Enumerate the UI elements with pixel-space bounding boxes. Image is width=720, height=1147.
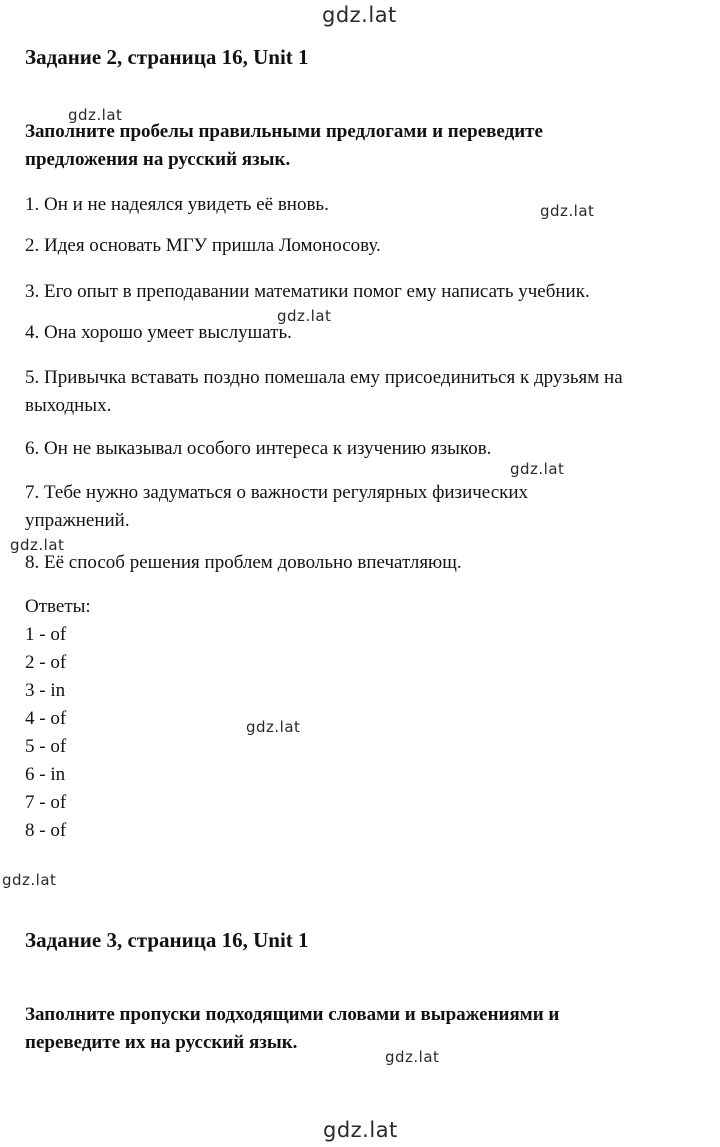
task3-instruction-line: Заполните пропуски подходящими словами и выражениями и: [25, 1004, 560, 1025]
answer-3: 3 - in: [25, 680, 66, 701]
task3-instruction-line: переведите их на русский язык.: [25, 1032, 298, 1053]
sentence-8: 8. Её способ решения проблем довольно впечатляющ.: [25, 552, 462, 573]
sentence-1: 1. Он и не надеялся увидеть её вновь.: [25, 194, 329, 215]
sentence-3: 3. Его опыт в преподавании математики помог ему написать учебник.: [25, 281, 590, 302]
task2-instruction-line: Заполните пробелы правильными предлогами и переведите: [25, 121, 543, 142]
watermark: gdz.lat: [540, 202, 595, 220]
watermark: gdz.lat: [385, 1048, 440, 1066]
task2-instruction-line: предложения на русский язык.: [25, 149, 291, 170]
answer-2: 2 - of: [25, 652, 67, 673]
sentence-4: 4. Она хорошо умеет выслушать.: [25, 322, 292, 343]
task3-heading: Задание 3, страница 16, Unit 1: [25, 928, 309, 952]
task3-instruction: [25, 1001, 685, 1057]
watermark: gdz.lat: [510, 460, 565, 478]
answer-1: 1 - of: [25, 624, 67, 645]
sentence-6: 6. Он не выказывал особого интереса к изучению языков.: [25, 438, 492, 459]
task2-instruction: [25, 118, 685, 174]
sentence-5-line: 5. Привычка вставать поздно помешала ему присоединиться к друзьям на: [25, 367, 623, 388]
answers-title: Ответы:: [25, 596, 91, 617]
answer-4: 4 - of: [25, 708, 67, 729]
watermark: gdz.lat: [10, 536, 65, 554]
sentence-7-line: упражнений.: [25, 510, 130, 531]
answer-5: 5 - of: [25, 736, 67, 757]
sentence-5: [25, 364, 705, 420]
task2-heading: Задание 2, страница 16, Unit 1: [25, 45, 309, 69]
sentence-2: 2. Идея основать МГУ пришла Ломоносову.: [25, 235, 381, 256]
watermark: gdz.lat: [323, 1118, 398, 1142]
answer-6: 6 - in: [25, 764, 66, 785]
sentence-7-line: 7. Тебе нужно задуматься о важности регулярных физических: [25, 482, 529, 503]
watermark: gdz.lat: [322, 3, 397, 27]
watermark: gdz.lat: [277, 307, 332, 325]
watermark: gdz.lat: [246, 718, 301, 736]
sentence-5-line: выходных.: [25, 395, 112, 416]
answer-8: 8 - of: [25, 820, 67, 841]
answer-7: 7 - of: [25, 792, 67, 813]
sentence-7: [25, 479, 705, 535]
watermark: gdz.lat: [68, 106, 123, 124]
watermark: gdz.lat: [2, 871, 57, 889]
